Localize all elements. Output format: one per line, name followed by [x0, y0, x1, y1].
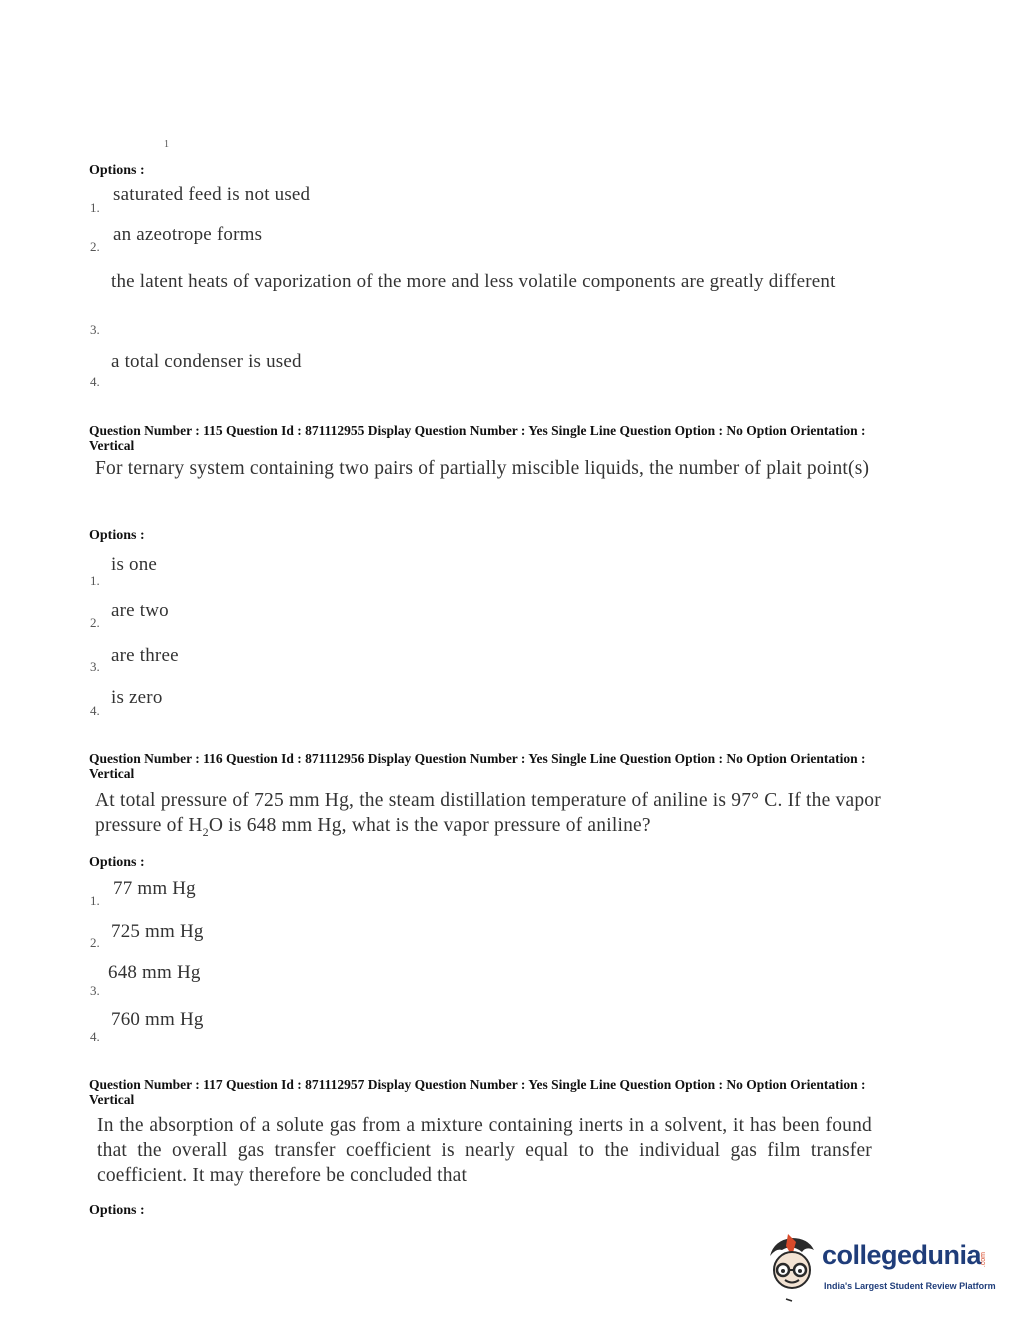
options-label: Options :	[89, 1203, 145, 1218]
question-text-part-1: At total pressure of 725 mm Hg, the steam distillation temperature of aniline is 97° C. If the vapor pressure of H	[95, 790, 881, 836]
brand-name: collegedunia	[822, 1240, 982, 1270]
option-3-text: the latent heats of vaporization of the more and less volatile components are greatly different	[111, 271, 836, 292]
option-2-text: 725 mm Hg	[111, 921, 204, 942]
question-meta: Question Number : 116 Question Id : 871112956 Display Question Number : Yes Single Line Question Option : No Option Orientation : Vertical	[89, 751, 866, 781]
option-1-number: 1.	[90, 200, 100, 215]
option-1-text: 77 mm Hg	[113, 878, 196, 899]
option-2-text: an azeotrope forms	[113, 224, 263, 245]
collegedunia-logo	[762, 1232, 996, 1304]
option-3-text: 648 mm Hg	[108, 962, 201, 983]
option-1-number: 1.	[90, 573, 100, 588]
option-1-text: saturated feed is not used	[113, 184, 311, 205]
brand-suffix: .com	[980, 1252, 987, 1268]
option-3-number: 3.	[90, 659, 100, 674]
option-2-text: are two	[111, 600, 169, 621]
option-2-number: 2.	[90, 935, 100, 950]
option-4-text: is zero	[111, 687, 163, 708]
brand-tagline: India's Largest Student Review Platform	[824, 1281, 996, 1291]
option-4-number: 4.	[90, 374, 100, 389]
option-4-number: 4.	[90, 703, 100, 718]
option-4-number: 4.	[90, 1029, 100, 1044]
options-label: Options :	[89, 163, 145, 178]
page-mark: 1	[164, 139, 169, 150]
option-1-number: 1.	[90, 893, 100, 908]
option-4-text: 760 mm Hg	[111, 1009, 204, 1030]
question-text: For ternary system containing two pairs of partially miscible liquids, the number of plait point(s)	[95, 458, 870, 479]
subscript: 2	[202, 824, 209, 839]
option-1-text: is one	[111, 554, 158, 575]
option-4-text: a total condenser is used	[111, 351, 302, 372]
question-meta: Question Number : 115 Question Id : 871112955 Display Question Number : Yes Single Line Question Option : No Option Orientation : Vertical	[89, 423, 866, 453]
student-mascot-icon	[762, 1232, 822, 1304]
option-2-number: 2.	[90, 615, 100, 630]
options-label: Options :	[89, 528, 145, 543]
option-3-text: are three	[111, 645, 179, 666]
question-text	[95, 788, 885, 845]
question-text: In the absorption of a solute gas from a mixture containing inerts in a solvent, it has been found that the overall gas transfer coefficient is nearly equal to the individual gas film transfer coefficient. It may therefore be concluded that	[97, 1115, 872, 1186]
question-text-part-2: O is 648 mm Hg, what is the vapor pressure of aniline?	[208, 815, 651, 836]
question-meta: Question Number : 117 Question Id : 871112957 Display Question Number : Yes Single Line Question Option : No Option Orientation : Vertical	[89, 1077, 866, 1107]
option-3-number: 3.	[90, 983, 100, 998]
options-label: Options :	[89, 855, 145, 870]
option-2-number: 2.	[90, 239, 100, 254]
option-3-number: 3.	[90, 322, 100, 337]
